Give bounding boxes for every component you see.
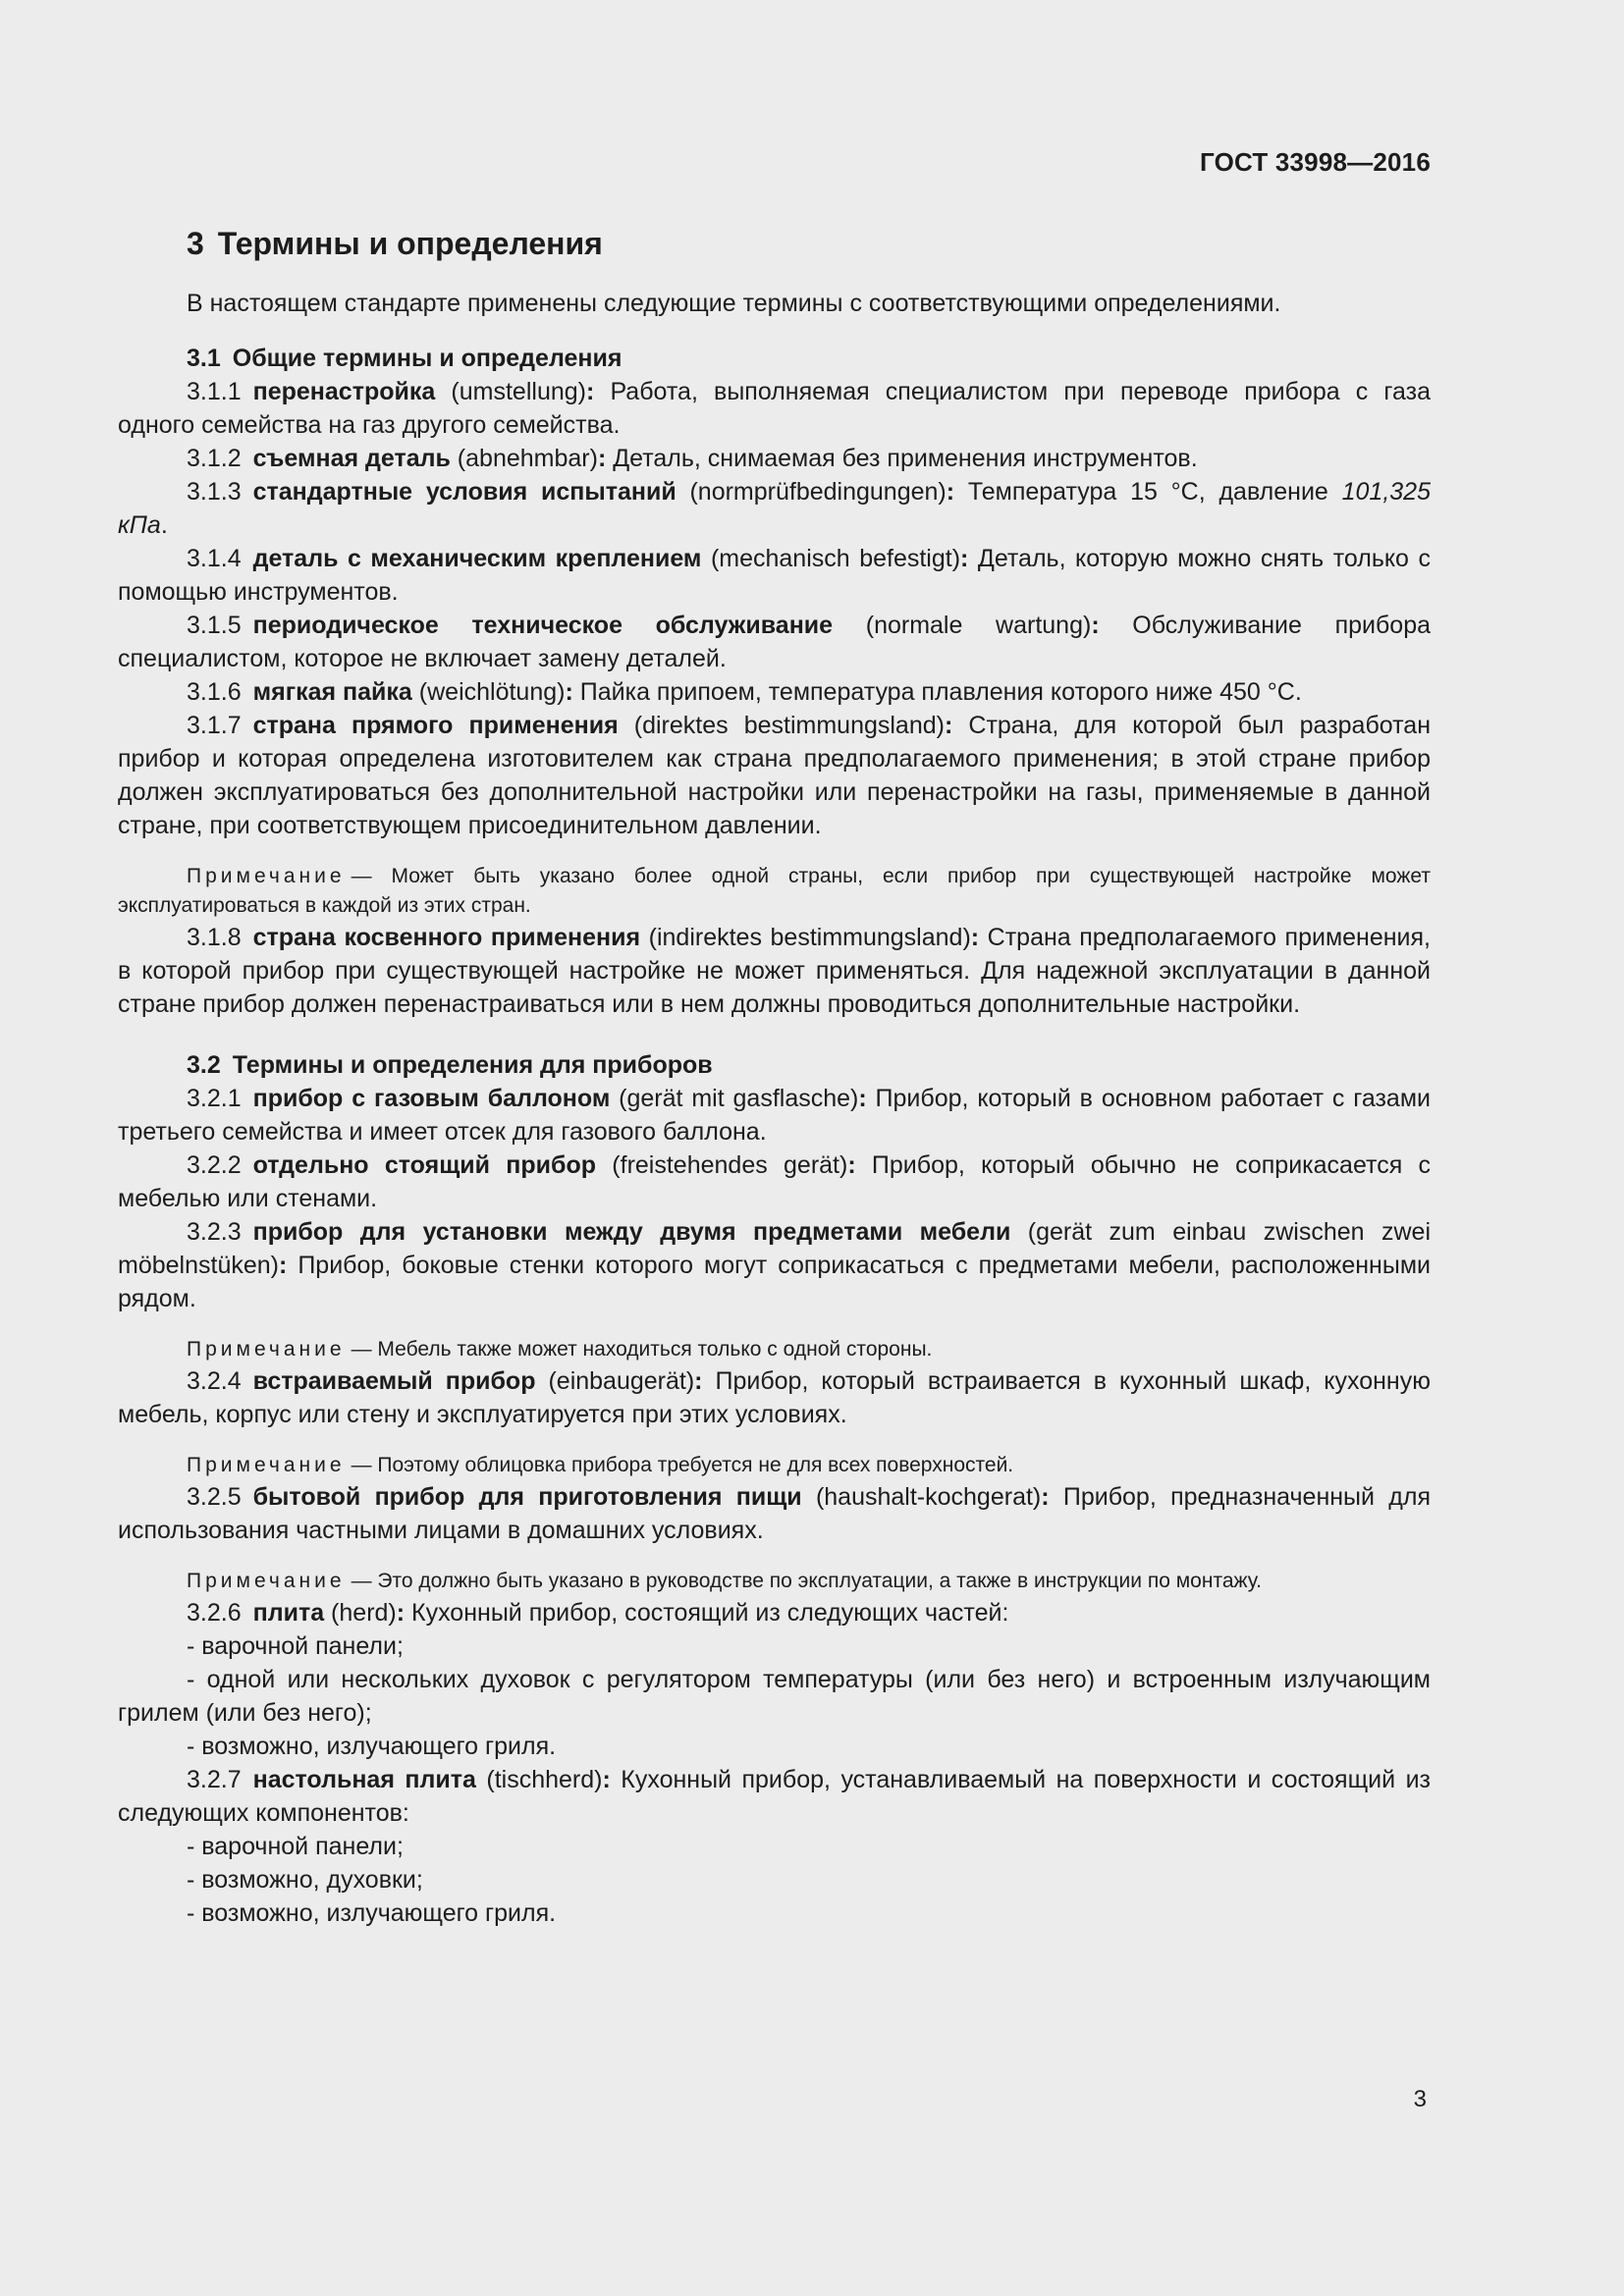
term-name: настольная плита xyxy=(252,1766,476,1793)
term-original: (einbaugerät) xyxy=(535,1367,695,1395)
term-definition: Прибор, предназначенный для использования частными лицами в домашних условиях. xyxy=(118,1483,1432,1544)
note-text: — Может быть указано более одной страны, если прибор при существующей настройке может эксплуатироваться в каждой из этих стран. xyxy=(118,865,1431,917)
term-original: (mechanisch befestigt) xyxy=(701,545,961,572)
page-content xyxy=(118,224,1431,1930)
list-item: - возможно, излучающего гриля. xyxy=(187,1899,557,1927)
page-number: 3 xyxy=(1413,2086,1427,2112)
term-definition: Страна предполагаемого применения, в которой прибор при существующей настройке не может применяться. Для надежной эксплуатации в данной стране прибор должен перенастраиваться или в нем должны проводиться дополнительные настройки. xyxy=(118,924,1431,1018)
term-definition: Прибор, который в основном работает с газами третьего семейства и имеет отсек для газового баллона. xyxy=(118,1085,1431,1146)
note-label: Примечание xyxy=(187,1338,346,1361)
section-title xyxy=(187,224,1431,263)
term-colon: : xyxy=(1041,1483,1050,1511)
subsection-number: 3.1 xyxy=(187,345,221,372)
term-name: страна косвенного применения xyxy=(252,924,641,951)
term-original: (umstellung) xyxy=(435,378,586,405)
term-definition: Деталь, которую можно снять только с помощью инструментов. xyxy=(118,545,1431,606)
term-name: страна прямого применения xyxy=(252,712,619,739)
note-label: Примечание xyxy=(187,1454,346,1476)
term-number: 3.2.5 xyxy=(187,1483,242,1511)
term-name: бытовой прибор для приготовления пищи xyxy=(252,1483,802,1511)
term-name: перенастройка xyxy=(252,378,436,405)
term-colon: : xyxy=(847,1151,856,1179)
intro-paragraph: В настоящем стандарте применены следующие термины с соответствующими определениями. xyxy=(187,290,1281,317)
term-number: 3.2.6 xyxy=(187,1599,242,1627)
term-entry xyxy=(118,709,1431,842)
term-name: встраиваемый прибор xyxy=(252,1367,536,1395)
term-number: 3.1.5 xyxy=(187,612,242,639)
term-name: стандартные условия испытаний xyxy=(252,478,677,506)
term-definition: Кухонный прибор, состоящий из следующих частей: xyxy=(405,1599,1009,1627)
term-name: отдельно стоящий прибор xyxy=(252,1151,597,1179)
term-colon: : xyxy=(944,712,953,739)
term-colon: : xyxy=(970,924,980,951)
term-name: прибор с газовым баллоном xyxy=(252,1085,611,1112)
term-original: (herd) xyxy=(324,1599,397,1627)
term-original: (gerät mit gasflasche) xyxy=(610,1085,859,1112)
term-number: 3.2.4 xyxy=(187,1367,242,1395)
term-name: съемная деталь xyxy=(252,445,451,472)
note-text: — Это должно быть указано в руководстве по эксплуатации, а также в инструкции по монтажу. xyxy=(351,1570,1263,1592)
term-number: 3.1.6 xyxy=(187,678,242,706)
note-text: — Мебель также может находиться только с одной стороны. xyxy=(351,1338,933,1361)
note-label: Примечание xyxy=(187,865,346,887)
term-original: (normale wartung) xyxy=(833,612,1092,639)
term-name: мягкая пайка xyxy=(252,678,412,706)
term-number: 3.2.3 xyxy=(187,1218,242,1246)
section-title-text: Термины и определения xyxy=(217,226,603,261)
note-label: Примечание xyxy=(187,1570,346,1592)
term-entry xyxy=(118,1148,1431,1215)
term-colon: : xyxy=(585,378,595,405)
term-colon: : xyxy=(565,678,573,706)
term-entry xyxy=(118,1480,1431,1547)
term-entry xyxy=(118,921,1431,1021)
list-item: - возможно, излучающего гриля. xyxy=(187,1733,557,1760)
term-entry xyxy=(118,375,1431,442)
term-entry xyxy=(118,542,1431,609)
term-number: 3.1.7 xyxy=(187,712,242,739)
term-number: 3.1.1 xyxy=(187,378,242,405)
term-entry xyxy=(118,609,1431,675)
note xyxy=(118,1567,1431,1596)
subsection-title xyxy=(187,342,1431,375)
subsection-title xyxy=(187,1048,1431,1082)
term-entry xyxy=(118,475,1431,542)
section-number: 3 xyxy=(187,226,204,261)
subsection-title-text: Общие термины и определения xyxy=(232,345,623,372)
term-colon: : xyxy=(396,1599,406,1627)
term-definition: Деталь, снимаемая без применения инструментов. xyxy=(606,445,1198,472)
term-number: 3.1.4 xyxy=(187,545,242,572)
list-item: - варочной панели; xyxy=(187,1632,404,1660)
term-number: 3.1.8 xyxy=(187,924,242,951)
note-text: — Поэтому облицовка прибора требуется не для всех поверхностей. xyxy=(351,1454,1014,1476)
list-item: - возможно, духовки; xyxy=(187,1866,423,1894)
subsection-number: 3.2 xyxy=(187,1051,221,1079)
document-header: ГОСТ 33998—2016 xyxy=(1200,147,1431,177)
term-entry xyxy=(118,1082,1431,1148)
term-colon: : xyxy=(946,478,955,506)
term-entry xyxy=(118,1215,1431,1315)
term-definition: Прибор, который обычно не соприкасается с мебелью или стенами. xyxy=(118,1151,1432,1212)
subsection-title-text: Термины и определения для приборов xyxy=(232,1051,713,1079)
term-name: периодическое техническое обслуживание xyxy=(252,612,834,639)
term-definition: Обслуживание прибора специалистом, которое не включает замену деталей. xyxy=(118,612,1431,672)
term-original: (tischherd) xyxy=(475,1766,603,1793)
list-item: - одной или нескольких духовок с регулятором температуры (или без него) и встроенным излучающим грилем (или без него); xyxy=(118,1666,1431,1727)
note xyxy=(118,862,1431,921)
term-number: 3.1.2 xyxy=(187,445,242,472)
term-definition-end: . xyxy=(160,511,168,539)
term-name: прибор для установки между двумя предметами мебели xyxy=(252,1218,1011,1246)
term-definition-italic: 101,325 кПа xyxy=(118,478,1431,539)
term-original: (gerät zum einbau zwischen zwei möbelnstüken) xyxy=(118,1218,1431,1279)
term-definition: Пайка припоем, температура плавления которого ниже 450 °С. xyxy=(572,678,1302,706)
term-colon: : xyxy=(1091,612,1100,639)
term-definition: Страна, для которой был разработан прибор и которая определена изготовителем как страна предполагаемого применения; в этой стране прибор должен эксплуатироваться без дополнительной настройки или перенастройки на газы, применяемые в данной стране, при соответствующем присоединительном давлении. xyxy=(118,712,1431,839)
term-entry xyxy=(118,1364,1431,1431)
term-definition: Прибор, боковые стенки которого могут соприкасаться с предметами мебели, расположенными рядом. xyxy=(118,1252,1431,1312)
term-colon: : xyxy=(858,1085,867,1112)
term-definition: Температура 15 °С, давление xyxy=(954,478,1342,506)
term-original: (weichlötung) xyxy=(411,678,566,706)
term-number: 3.1.3 xyxy=(187,478,242,506)
term-definition: Прибор, который встраивается в кухонный шкаф, кухонную мебель, корпус или стену и эксплуатируется при этих условиях. xyxy=(118,1367,1431,1428)
term-colon: : xyxy=(602,1766,611,1793)
term-number: 3.2.2 xyxy=(187,1151,242,1179)
term-number: 3.2.1 xyxy=(187,1085,242,1112)
note xyxy=(118,1451,1431,1480)
note xyxy=(118,1335,1431,1364)
term-original: (normprüfbedingungen) xyxy=(676,478,947,506)
term-colon: : xyxy=(694,1367,703,1395)
term-entry xyxy=(118,1763,1431,1830)
term-colon: : xyxy=(960,545,969,572)
term-definition: Работа, выполняемая специалистом при переводе прибора с газа одного семейства на газ другого семейства. xyxy=(118,378,1431,439)
list-item: - варочной панели; xyxy=(187,1833,404,1860)
term-original: (abnehmbar) xyxy=(450,445,598,472)
term-colon: : xyxy=(597,445,607,472)
term-name: плита xyxy=(252,1599,325,1627)
term-entry xyxy=(118,675,1431,709)
term-entry xyxy=(118,1596,1431,1629)
term-original: (freistehendes gerät) xyxy=(596,1151,848,1179)
term-number: 3.2.7 xyxy=(187,1766,242,1793)
term-definition: Кухонный прибор, устанавливаемый на поверхности и состоящий из следующих компонентов: xyxy=(118,1766,1431,1827)
term-entry xyxy=(118,442,1431,475)
term-original: (haushalt-kochgerat) xyxy=(801,1483,1042,1511)
term-original: (indirektes bestimmungsland) xyxy=(640,924,971,951)
term-colon: : xyxy=(278,1252,288,1279)
term-original: (direktes bestimmungsland) xyxy=(618,712,945,739)
term-name: деталь с механическим креплением xyxy=(252,545,702,572)
